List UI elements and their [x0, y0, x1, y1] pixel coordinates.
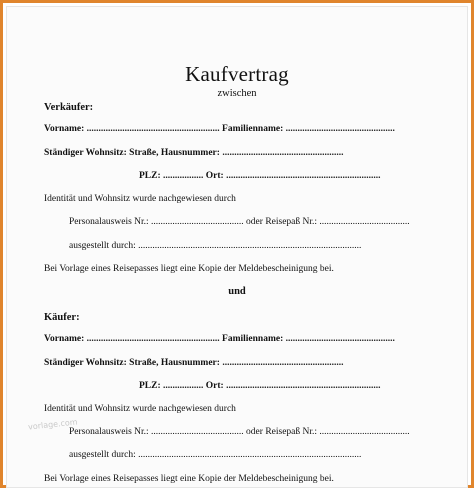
- buyer-identity-text: Identität und Wohnsitz wurde nachgewiesen durch: [44, 404, 236, 414]
- seller-heading: Verkäufer:: [44, 102, 94, 113]
- und-separator: und: [228, 286, 246, 297]
- seller-issued-row: ausgestellt durch: ..............................................................................................: [69, 241, 362, 251]
- buyer-name-row: Vorname: ........................................................ Familienname: ..............................................: [44, 334, 395, 344]
- buyer-issued-row: ausgestellt durch: ..............................................................................................: [69, 450, 362, 460]
- buyer-city-row: PLZ: ................. Ort: .................................................................: [139, 381, 381, 391]
- seller-name-row: Vorname: ........................................................ Familienname: ..............................................: [44, 124, 395, 134]
- buyer-passport-row: Personalausweis Nr.: ....................................... oder Reisepaß Nr.: ......................................: [69, 427, 410, 437]
- document-page: [6, 6, 468, 488]
- document-subtitle: zwischen: [217, 88, 257, 99]
- watermark: vorlage.com: [27, 417, 79, 432]
- seller-note: Bei Vorlage eines Reisepasses liegt eine Kopie der Meldebescheinigung bei.: [44, 264, 334, 274]
- buyer-heading: Käufer:: [44, 312, 80, 323]
- seller-passport-row: Personalausweis Nr.: ....................................... oder Reisepaß Nr.: ......................................: [69, 217, 410, 227]
- document-title: Kaufvertrag: [185, 62, 289, 86]
- buyer-address-row: Ständiger Wohnsitz: Straße, Hausnummer: ...................................................: [44, 358, 344, 368]
- seller-city-row: PLZ: ................. Ort: .................................................................: [139, 171, 381, 181]
- seller-address-row: Ständiger Wohnsitz: Straße, Hausnummer: ...................................................: [44, 148, 344, 158]
- buyer-note: Bei Vorlage eines Reisepasses liegt eine Kopie der Meldebescheinigung bei.: [44, 474, 334, 484]
- seller-identity-text: Identität und Wohnsitz wurde nachgewiesen durch: [44, 194, 236, 204]
